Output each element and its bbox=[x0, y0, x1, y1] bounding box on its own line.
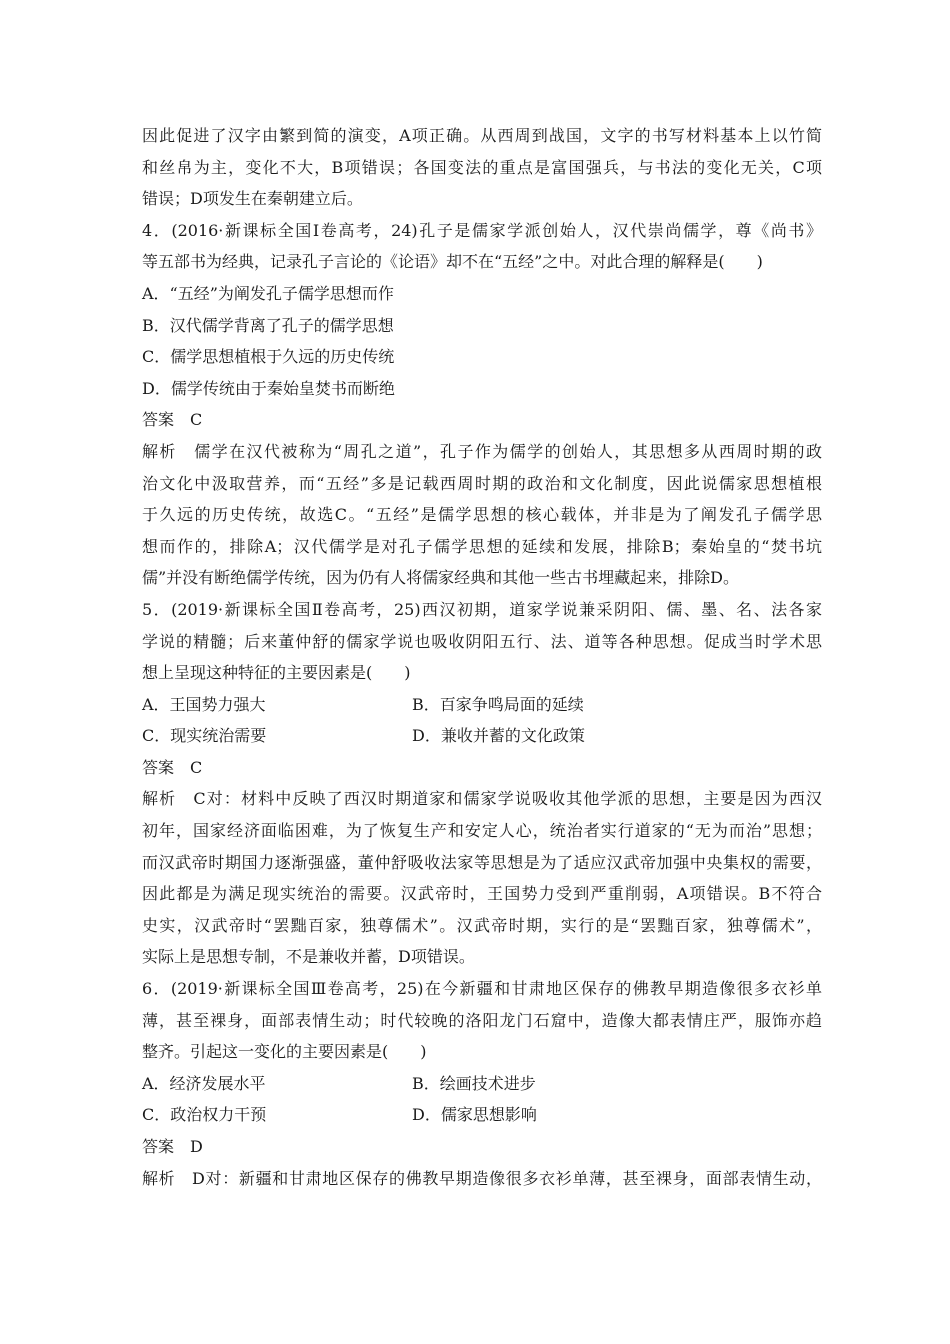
text-line: 答案 D bbox=[142, 1137, 203, 1156]
answer-options-row bbox=[142, 689, 822, 721]
text-line: 史实，汉武帝时“罢黜百家，独尊儒术”。汉武帝时期，实行的是“罢黜百家，独尊儒术”， bbox=[142, 915, 822, 935]
text-line: 解析 D对：新疆和甘肃地区保存的佛教早期造像很多衣衫单薄，甚至裸身，面部表情生动， bbox=[142, 1168, 822, 1188]
answer-options-row bbox=[142, 720, 822, 752]
text-line: D．儒学传统由于秦始皇焚书而断绝 bbox=[142, 378, 395, 398]
text-line: 实际上是思想专制，不是兼收并蓄，D项错误。 bbox=[142, 947, 475, 967]
option-text: C．政治权力干预 bbox=[142, 1105, 267, 1125]
text-line: 治文化中汲取营养，而“五经”多是记载西周时期的政治和文化制度，因此说儒家思想植根 bbox=[142, 473, 822, 493]
text-line: 想而作的，排除A；汉代儒学是对孔子儒学思想的延续和发展，排除B；秦始皇的“焚书坑 bbox=[142, 536, 822, 556]
text-line: 解析 儒学在汉代被称为“周孔之道”，孔子作为儒学的创始人，其思想多从西周时期的政 bbox=[142, 441, 822, 461]
text-line: 于久远的历史传统，故选C。“五经”是儒学思想的核心载体，并非是为了阐发孔子儒学思 bbox=[142, 505, 822, 525]
option-text: A．经济发展水平 bbox=[142, 1073, 266, 1093]
text-line: 6．(2019·新课标全国Ⅲ卷高考，25)在今新疆和甘肃地区保存的佛教早期造像很多衣衫单 bbox=[142, 979, 822, 999]
text-line: 答案 C bbox=[142, 410, 203, 430]
text-line: 而汉武帝时期国力逐渐强盛，董仲舒吸收法家等思想是为了适应汉武帝加强中央集权的需要， bbox=[142, 852, 822, 872]
text-line: 薄，甚至裸身，面部表情生动；时代较晚的洛阳龙门石窟中，造像大都表情庄严，服饰亦趋 bbox=[142, 1010, 822, 1030]
text-line: 学说的精髓；后来董仲舒的儒家学说也吸收阴阳五行、法、道等各种思想。促成当时学术思 bbox=[142, 631, 822, 651]
text-line: 整齐。引起这一变化的主要因素是( ) bbox=[142, 1042, 427, 1062]
text-line: 儒”并没有断绝儒学传统，因为仍有人将儒家经典和其他一些古书埋藏起来，排除D。 bbox=[142, 568, 740, 588]
text-line: 和丝帛为主，变化不大，B项错误；各国变法的重点是富国强兵，与书法的变化无关，C项 bbox=[142, 157, 822, 177]
answer-options-row bbox=[142, 1099, 822, 1131]
text-line: 想上呈现这种特征的主要因素是( ) bbox=[142, 663, 411, 683]
option-text: D．兼收并蓄的文化政策 bbox=[412, 726, 585, 746]
text-line: 因此促进了汉字由繁到简的演变，A项正确。从西周到战国，文字的书写材料基本上以竹简 bbox=[142, 126, 822, 145]
text-line: 等五部书为经典，记录孔子言论的《论语》却不在“五经”之中。对此合理的解释是( ) bbox=[142, 252, 763, 272]
answer-options-row bbox=[142, 1068, 822, 1100]
text-line: 因此都是为满足现实统治的需要。汉武帝时，王国势力受到严重削弱，A项错误。B不符合 bbox=[142, 884, 822, 904]
text-line: C．儒学思想植根于久远的历史传统 bbox=[142, 347, 395, 367]
option-text: A．王国势力强大 bbox=[142, 694, 266, 714]
option-text: C．现实统治需要 bbox=[142, 726, 267, 746]
text-line: 初年，国家经济面临困难，为了恢复生产和安定人心，统治者实行道家的“无为而治”思想； bbox=[142, 821, 822, 841]
option-text: B．百家争鸣局面的延续 bbox=[412, 694, 584, 714]
text-line: 4．(2016·新课标全国Ⅰ卷高考，24)孔子是儒家学派创始人，汉代崇尚儒学，尊《尚书》 bbox=[142, 220, 822, 240]
text-line: 解析 C对：材料中反映了西汉时期道家和儒家学说吸收其他学派的思想，主要是因为西汉 bbox=[142, 789, 822, 809]
option-text: D．儒家思想影响 bbox=[412, 1105, 537, 1125]
text-line: A．“五经”为阐发孔子儒学思想而作 bbox=[142, 283, 394, 303]
option-text: B．绘画技术进步 bbox=[412, 1073, 536, 1093]
text-line: B．汉代儒学背离了孔子的儒学思想 bbox=[142, 315, 394, 335]
text-line: 错误；D项发生在秦朝建立后。 bbox=[142, 189, 363, 209]
text-line: 5．(2019·新课标全国Ⅱ卷高考，25)西汉初期，道家学说兼采阴阳、儒、墨、名、法各家 bbox=[142, 599, 822, 619]
text-line: 答案 C bbox=[142, 757, 203, 777]
document-page bbox=[142, 120, 822, 1194]
